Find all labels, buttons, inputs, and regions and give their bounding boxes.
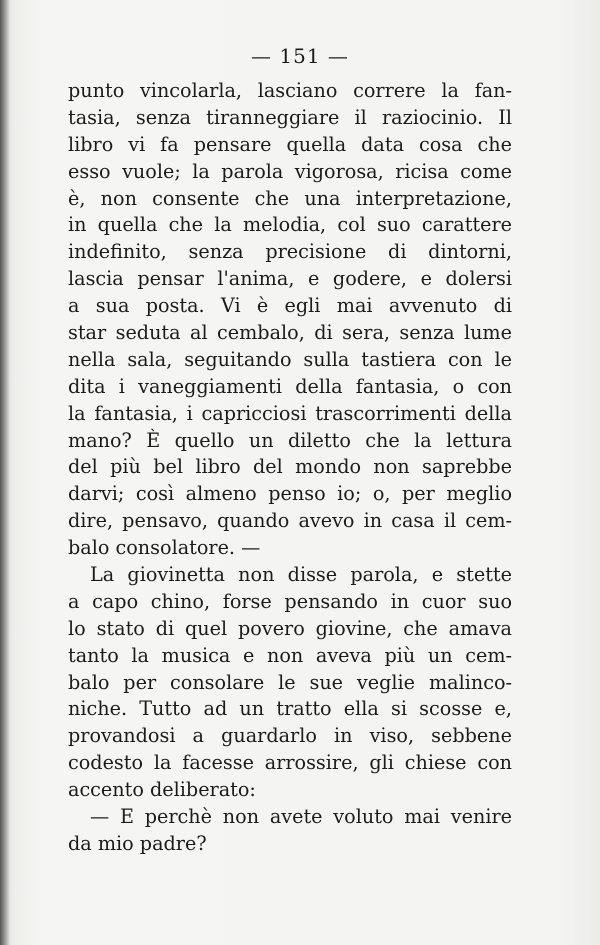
text-line: da mio padre?	[68, 831, 207, 855]
text-line: tasia, senza tiranneggiare il raziocinio. Il	[68, 105, 512, 129]
text-line: balo per consolare le sue veglie malinco-	[68, 670, 512, 694]
text-line: a sua posta. Vi è egli mai avvenuto di	[68, 294, 512, 318]
binding-edge	[0, 0, 10, 945]
text-line: la fantasia, i capricciosi trascorrimenti della	[68, 401, 512, 425]
text-line: a capo chino, forse pensando in cuor suo	[68, 589, 512, 613]
text-line: lo stato di quel povero giovine, che amava	[68, 616, 512, 640]
text-line: punto vincolarla, lasciano correre la fan-	[68, 79, 512, 102]
text-line: balo consolatore. —	[68, 536, 261, 560]
body-text	[68, 78, 512, 858]
text-line: in quella che la melodia, col suo carattere	[68, 213, 512, 237]
text-line: libro vi fa pensare quella data cosa che	[68, 132, 512, 156]
text-line: niche. Tutto ad un tratto ella si scosse e,	[68, 697, 512, 721]
text-line: darvi; così almeno penso io; o, per meglio	[68, 482, 512, 506]
text-line: codesto la facesse arrossire, gli chiese con	[68, 751, 512, 775]
text-line: star seduta al cembalo, di sera, senza lume	[68, 321, 512, 345]
text-line: accento deliberato:	[68, 778, 256, 802]
text-line: indefinito, senza precisione di dintorni,	[68, 240, 512, 264]
page-number: — 151 —	[251, 44, 349, 68]
text-line: del più bel libro del mondo non saprebbe	[68, 455, 512, 479]
text-line: tanto la musica e non aveva più un cem-	[68, 643, 512, 667]
text-line: lascia pensar l'anima, e godere, e dolersi	[68, 267, 512, 291]
text-line: La giovinetta non disse parola, e stette	[90, 563, 512, 587]
text-line: dita i vaneggiamenti della fantasia, o con	[68, 374, 512, 398]
text-line: dire, pensavo, quando avevo in casa il cem-	[68, 509, 512, 533]
text-line: esso vuole; la parola vigorosa, ricisa come	[68, 159, 512, 183]
text-line: — E perchè non avete voluto mai venire	[90, 805, 512, 829]
text-line: è, non consente che una interpretazione,	[68, 186, 512, 210]
text-line: nella sala, seguitando sulla tastiera con le	[68, 347, 512, 371]
text-line: provandosi a guardarlo in viso, sebbene	[68, 724, 512, 748]
text-line: mano? È quello un diletto che la lettura	[68, 428, 512, 452]
